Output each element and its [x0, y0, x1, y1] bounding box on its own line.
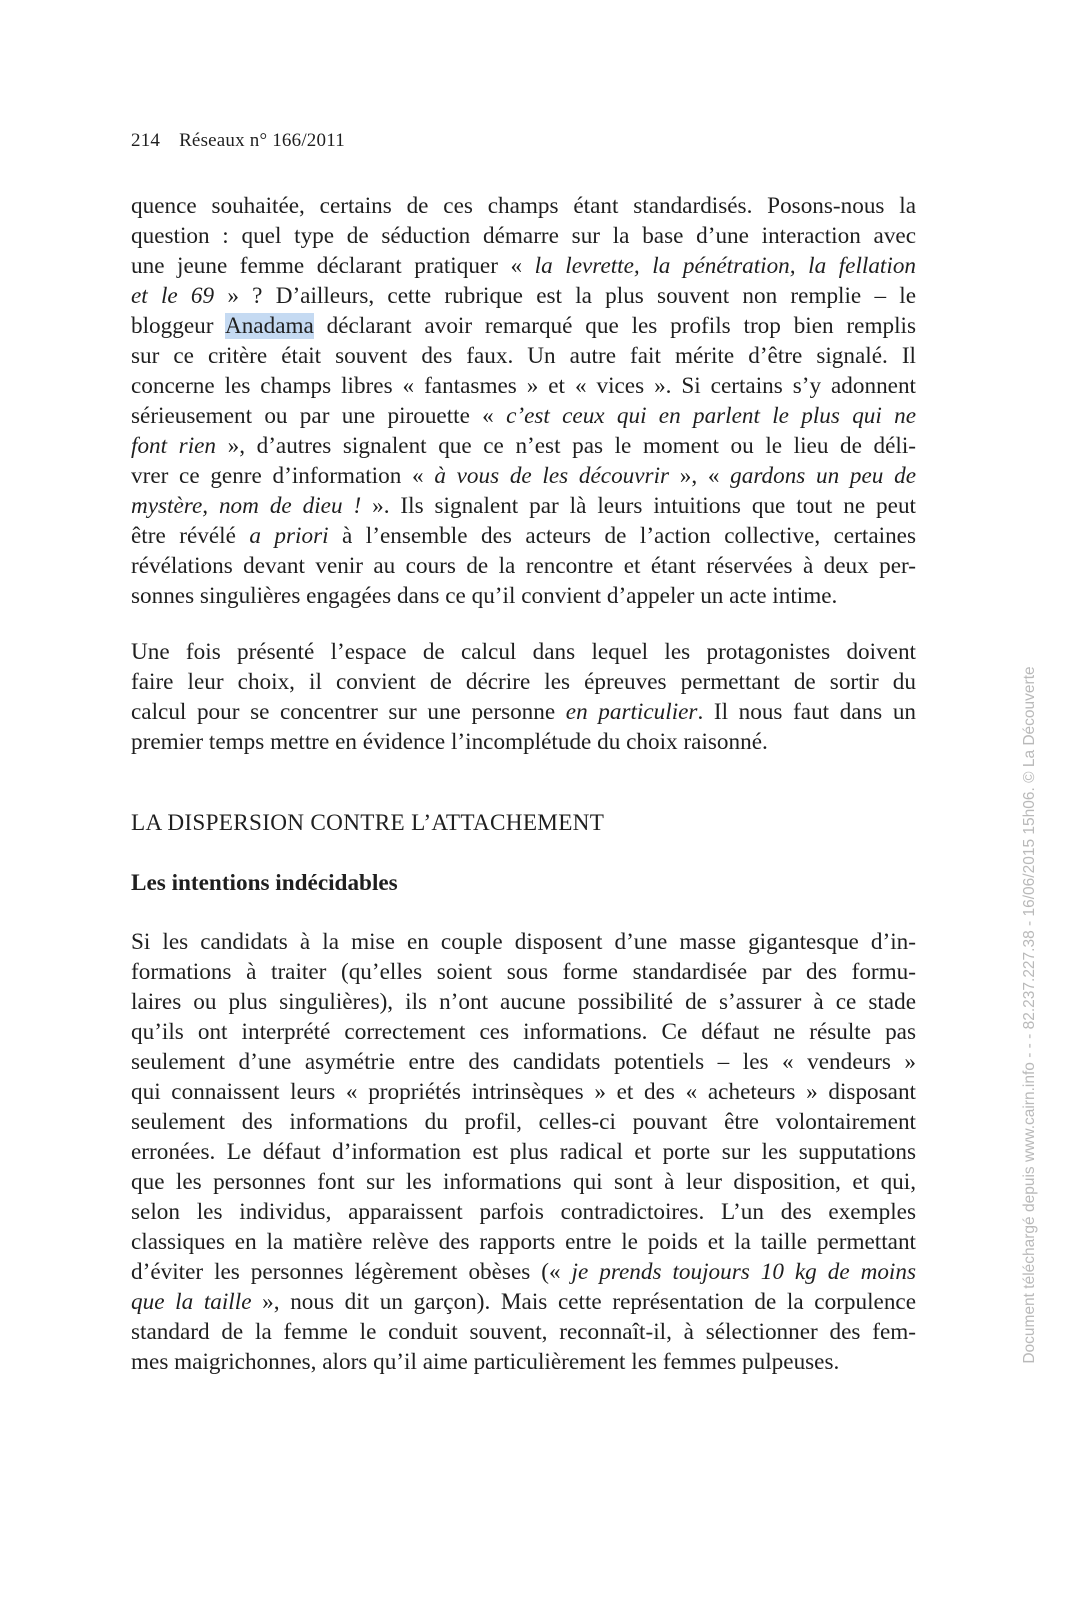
italic-quote: c’est ceux qui en parlent le plus qui ne	[506, 403, 917, 429]
text-line	[131, 697, 916, 727]
text-run: ». Ils signalent par là leurs intuitions que tout ne peut	[361, 493, 916, 519]
text-line	[131, 431, 916, 461]
paragraph-undecidable-intentions	[131, 927, 916, 1377]
download-watermark: Document téléchargé depuis www.cairn.info - - - 82.237.227.38 - 16/06/2015 15h06. © La Découverte	[1021, 666, 1038, 1364]
text-run: », nous dit un garçon). Mais cette représentation de la corpulence	[251, 1289, 917, 1315]
text-run: erronées. Le défaut d’information est plus radical et porte sur les supputations	[131, 1139, 916, 1165]
text-line	[131, 191, 916, 221]
text-line	[131, 491, 916, 521]
text-run: à l’ensemble des acteurs de l’action collective, certaines	[328, 523, 916, 549]
text-run: une jeune femme déclarant pratiquer «	[131, 253, 535, 279]
text-run: Si les candidats à la mise en couple disposent d’une masse gigantesque d’in-	[131, 929, 916, 955]
text-run: selon les individus, apparaissent parfois contradictoires. L’un des exemples	[131, 1199, 916, 1225]
text-run: laires ou plus singulières), ils n’ont aucune possibilité de s’assurer à ce stade	[131, 989, 916, 1015]
text-run: quence souhaitée, certains de ces champs étant standardisés. Posons-nous la	[131, 193, 916, 219]
text-line	[131, 1167, 916, 1197]
text-run: qu’ils ont interprété correctement ces informations. Ce défaut ne résulte pas	[131, 1019, 916, 1045]
text-line	[131, 1197, 916, 1227]
text-line	[131, 581, 916, 611]
text-run: qui connaissent leurs « propriétés intrinsèques » et des « acheteurs » disposant	[131, 1079, 916, 1105]
text-run: révélations devant venir au cours de la rencontre et étant réservées à deux per-	[131, 553, 916, 579]
text-run: standard de la femme le conduit souvent, reconnaît-il, à sélectionner des fem-	[131, 1319, 916, 1345]
text-run: », «	[669, 463, 731, 489]
text-run: bloggeur	[131, 313, 225, 339]
text-line	[131, 341, 916, 371]
italic-quote: gardons un peu de	[730, 463, 916, 489]
text-line	[131, 521, 916, 551]
text-run: seulement d’une asymétrie entre des candidats potentiels – les « vendeurs »	[131, 1049, 916, 1075]
text-run: faire leur choix, il convient de décrire les épreuves permettant de sortir du	[131, 669, 916, 695]
text-line	[131, 957, 916, 987]
text-run: calcul pour se concentrer sur une personne	[131, 699, 566, 725]
journal-title: Réseaux n° 166/2011	[179, 130, 345, 151]
text-run: déclarant avoir remarqué que les profils trop bien remplis	[313, 313, 916, 339]
italic-quote: que la taille	[131, 1289, 252, 1315]
highlighted-word[interactable]: Anadama	[224, 313, 314, 339]
text-line	[131, 1257, 916, 1287]
text-line	[131, 1077, 916, 1107]
italic-quote: en particulier	[565, 699, 698, 725]
text-run: », d’autres signalent que ce n’est pas le moment ou le lieu de déli-	[216, 433, 916, 459]
text-line	[131, 1017, 916, 1047]
text-line	[131, 667, 916, 697]
text-line	[131, 251, 916, 281]
text-run: sonnes singulières engagées dans ce qu’il convient d’appeler un acte intime.	[131, 583, 838, 609]
text-line	[131, 1227, 916, 1257]
italic-quote: a priori	[249, 523, 329, 549]
subsection-title: Les intentions indécidables	[131, 870, 398, 896]
page-number: 214	[131, 130, 161, 151]
text-run: sur ce critère était souvent des faux. Un autre fait mérite d’être signalé. Il	[131, 343, 916, 369]
text-line	[131, 401, 916, 431]
text-run: formations à traiter (qu’elles soient sous forme standardisée par des formu-	[131, 959, 916, 985]
text-line	[131, 1347, 916, 1377]
text-line	[131, 1047, 916, 1077]
text-line	[131, 1107, 916, 1137]
text-line	[131, 221, 916, 251]
text-run: d’éviter les personnes légèrement obèses («	[131, 1259, 572, 1285]
text-line	[131, 551, 916, 581]
text-run: premier temps mettre en évidence l’incomplétude du choix raisonné.	[131, 729, 768, 755]
text-run: sérieusement ou par une pirouette «	[131, 403, 507, 429]
italic-quote: mystère, nom de dieu !	[131, 493, 362, 519]
text-line	[131, 461, 916, 491]
text-run: Une fois présenté l’espace de calcul dans lequel les protagonistes doivent	[131, 639, 916, 665]
text-line	[131, 1287, 916, 1317]
text-run: être révélé	[131, 523, 250, 549]
text-run: concerne les champs libres « fantasmes » et « vices ». Si certains s’y adonnent	[131, 373, 916, 399]
italic-quote: et le 69	[131, 283, 215, 309]
text-run: que les personnes font sur les informations qui sont à leur disposition, et qui,	[131, 1169, 916, 1195]
text-line	[131, 311, 916, 341]
section-title: LA DISPERSION CONTRE L’ATTACHEMENT	[131, 810, 605, 836]
paragraph-choice-space	[131, 637, 916, 757]
text-line	[131, 1317, 916, 1347]
text-line	[131, 927, 916, 957]
text-run: mes maigrichonnes, alors qu’il aime particulièrement les femmes pulpeuses.	[131, 1349, 840, 1375]
text-run: » ? D’ailleurs, cette rubrique est la plus souvent non remplie – le	[214, 283, 917, 309]
italic-quote: font rien	[131, 433, 217, 459]
text-run: classiques en la matière relève des rapports entre le poids et la taille permettant	[131, 1229, 916, 1255]
paragraph-continuation	[131, 191, 916, 611]
text-line	[131, 371, 916, 401]
text-run: question : quel type de séduction démarre sur la base d’une interaction avec	[131, 223, 916, 249]
running-header	[131, 130, 345, 152]
italic-quote: je prends toujours 10 kg de moins	[571, 1259, 916, 1285]
text-run: seulement des informations du profil, celles-ci pouvant être volontairement	[131, 1109, 916, 1135]
text-line	[131, 727, 916, 757]
text-run: vrer ce genre d’information «	[131, 463, 435, 489]
text-line	[131, 637, 916, 667]
text-line	[131, 281, 916, 311]
italic-quote: la levrette, la pénétration, la fellation	[534, 253, 917, 279]
text-line	[131, 1137, 916, 1167]
text-run: . Il nous faut dans un	[697, 699, 917, 725]
italic-quote: à vous de les découvrir	[434, 463, 670, 489]
text-line	[131, 987, 916, 1017]
